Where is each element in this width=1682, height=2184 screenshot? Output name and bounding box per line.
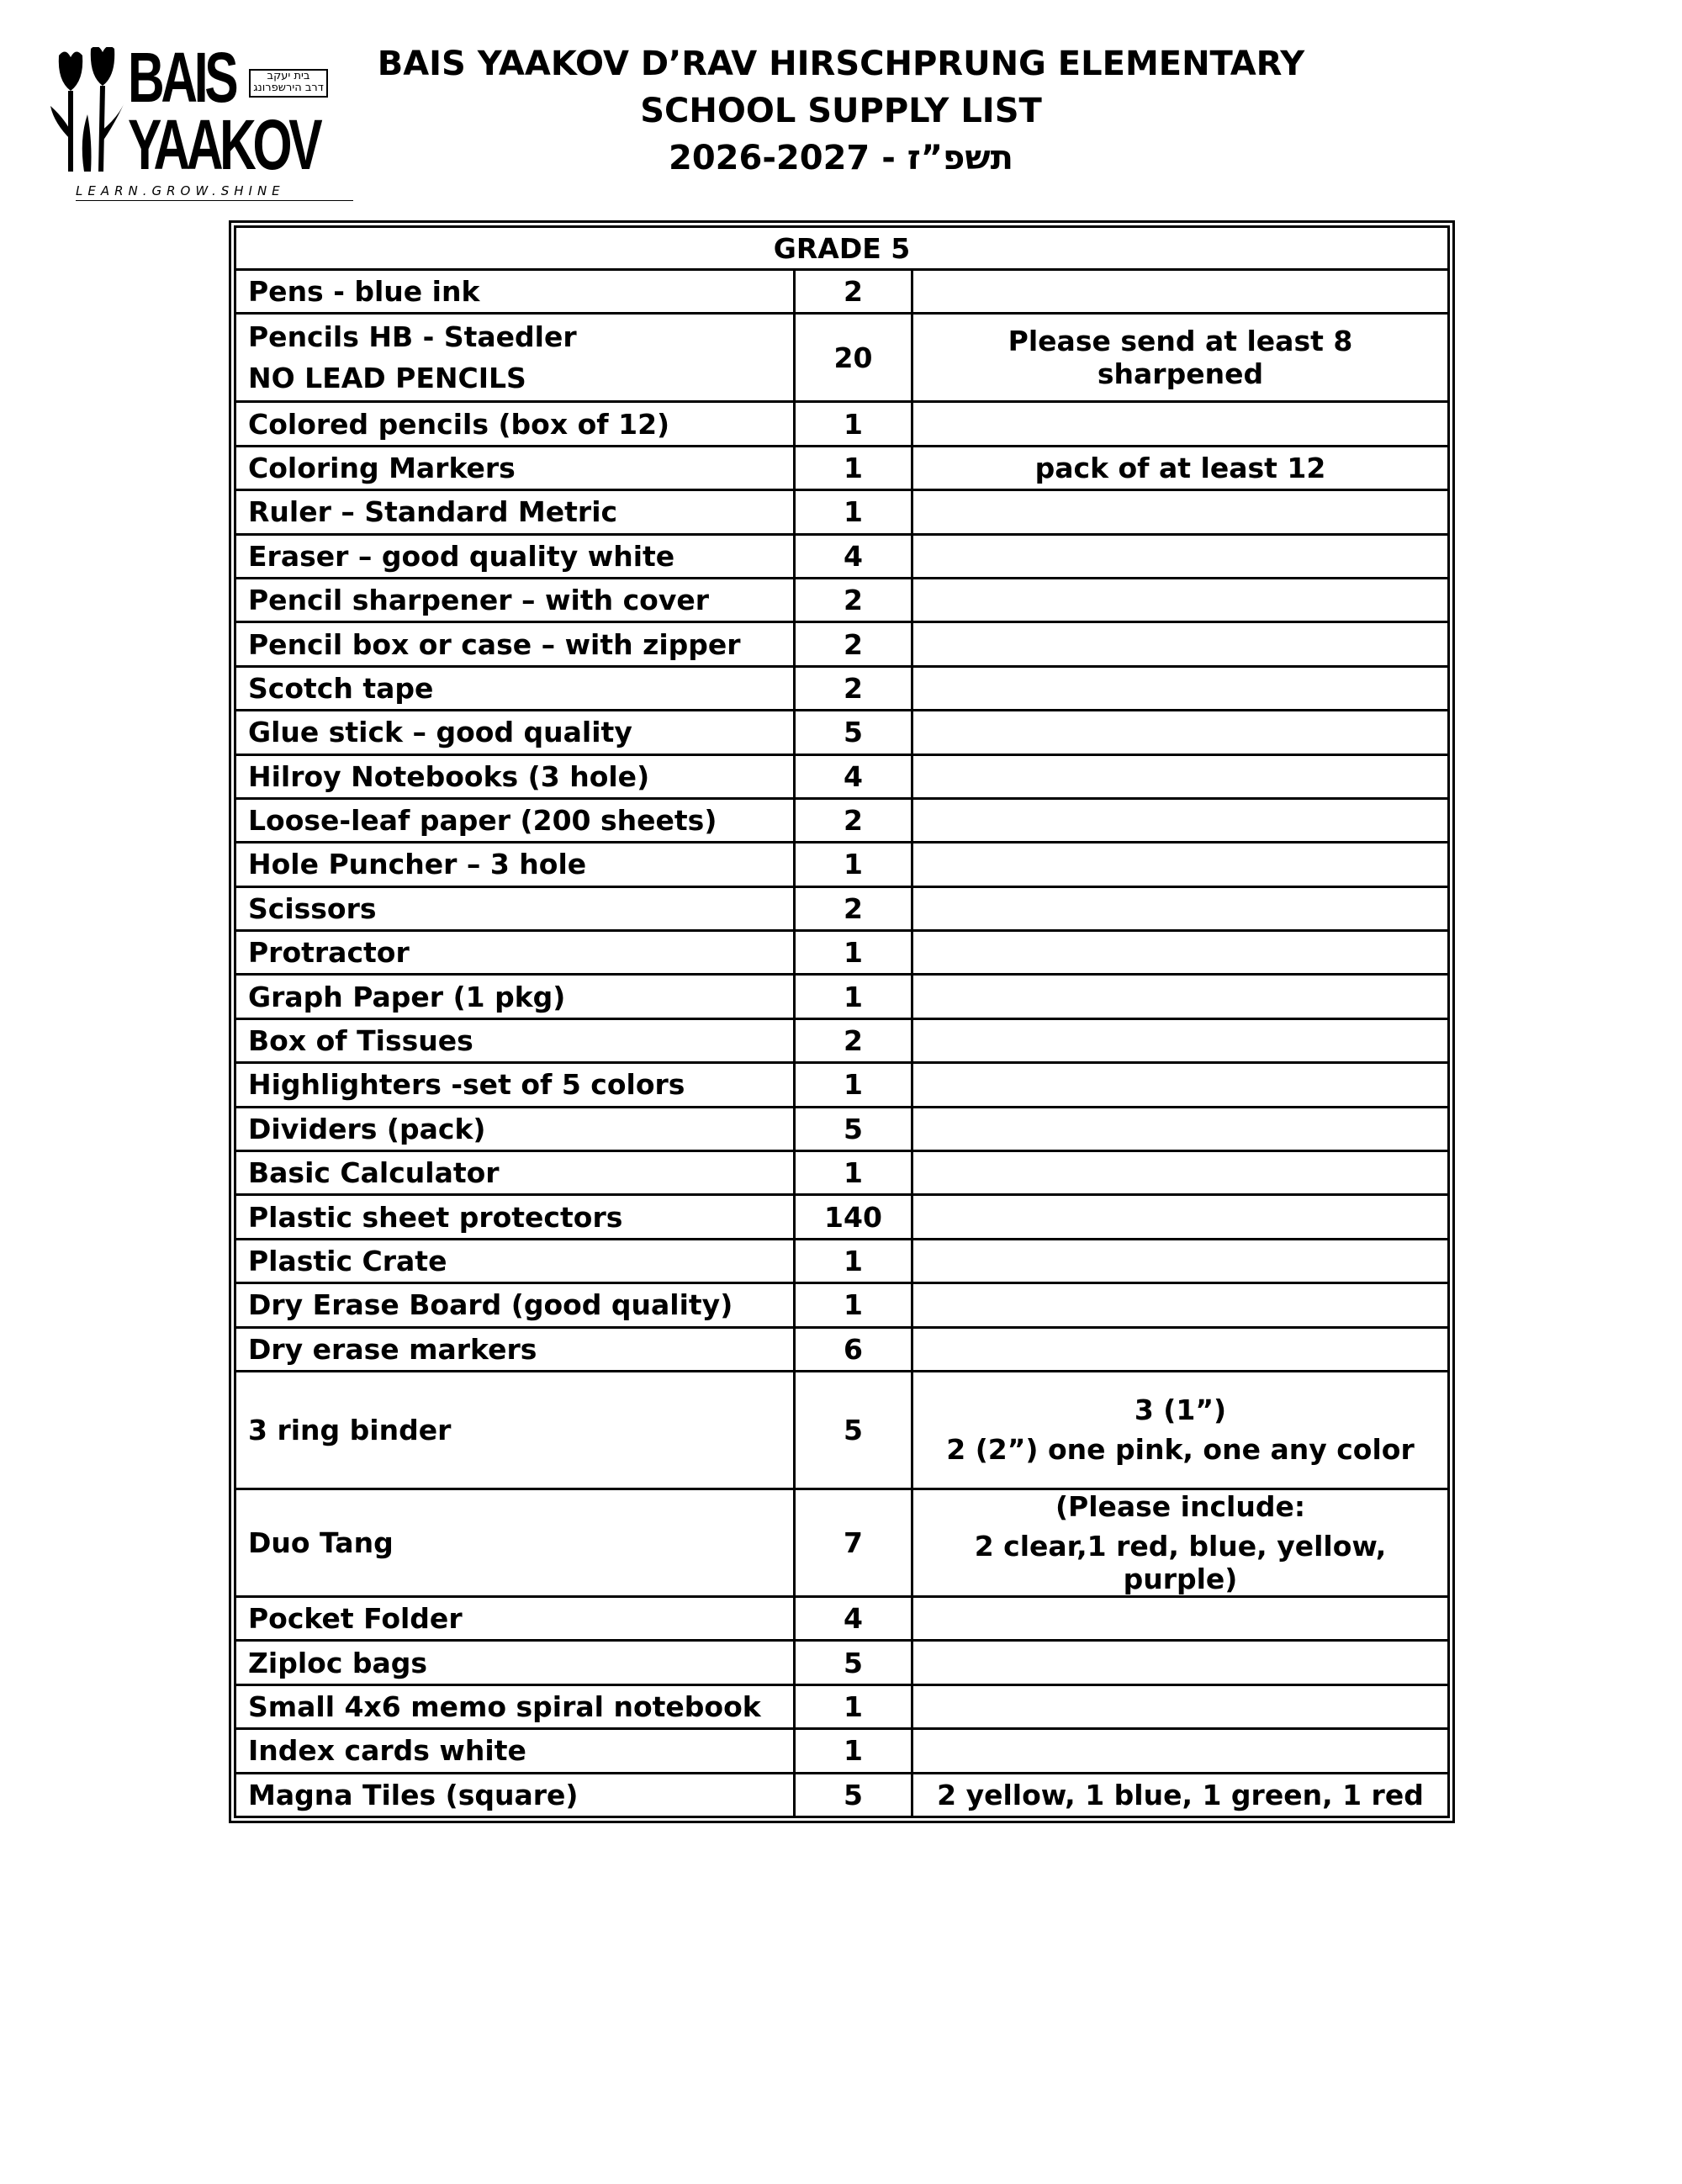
note-cell — [912, 1283, 1449, 1327]
quantity-cell: 1 — [795, 1151, 912, 1195]
note-cell — [912, 1327, 1449, 1371]
quantity-cell: 2 — [795, 666, 912, 710]
quantity-cell: 20 — [795, 314, 912, 402]
item-name: Protractor — [248, 936, 410, 970]
note-cell — [912, 1371, 1449, 1489]
quantity-cell: 4 — [795, 534, 912, 578]
note-cell — [912, 975, 1449, 1018]
note-cell — [912, 578, 1449, 621]
table-row — [235, 446, 1449, 489]
item-cell — [235, 1239, 795, 1282]
school-year: תשפ”ז - 2026-2027 — [669, 139, 1013, 177]
note-text-line2: 2 (2”) one pink, one any color — [946, 1433, 1415, 1467]
table-row — [235, 975, 1449, 1018]
item-cell — [235, 843, 795, 886]
item-name: Small 4x6 memo spiral notebook — [248, 1690, 761, 1723]
quantity-cell: 2 — [795, 622, 912, 666]
note-text: Please send at least 8 sharpened — [1008, 325, 1353, 391]
table-row — [235, 754, 1449, 798]
quantity-cell: 1 — [795, 1063, 912, 1107]
item-name: Pocket Folder — [248, 1602, 463, 1636]
note-text: 2 yellow, 1 blue, 1 green, 1 red — [937, 1778, 1424, 1811]
quantity-cell: 2 — [795, 886, 912, 930]
item-name: Box of Tissues — [248, 1024, 473, 1058]
note-cell — [912, 534, 1449, 578]
logo-word-yaakov: YAAKOV — [128, 105, 320, 184]
table-row — [235, 270, 1449, 314]
quantity-cell: 2 — [795, 1018, 912, 1062]
table-row — [235, 402, 1449, 446]
list-title: SCHOOL SUPPLY LIST — [640, 92, 1042, 130]
quantity-cell: 5 — [795, 1773, 912, 1816]
item-cell — [235, 1684, 795, 1728]
table-row — [235, 1729, 1449, 1773]
item-cell — [235, 711, 795, 754]
logo-hebrew-line1: בית יעקב — [267, 70, 310, 82]
quantity-cell: 1 — [795, 490, 912, 534]
item-cell — [235, 1107, 795, 1150]
quantity-cell: 5 — [795, 711, 912, 754]
note-cell — [912, 1151, 1449, 1195]
item-cell — [235, 1063, 795, 1107]
item-name: Ruler – Standard Metric — [248, 495, 618, 529]
quantity-cell: 140 — [795, 1195, 912, 1239]
note-text-line2: 2 clear,1 red, blue, yellow, purple) — [974, 1529, 1387, 1595]
quantity-cell: 2 — [795, 270, 912, 314]
item-name: Hilroy Notebooks (3 hole) — [248, 759, 650, 793]
supply-table — [229, 220, 1455, 1823]
item-cell — [235, 446, 795, 489]
item-name: Hole Puncher – 3 hole — [248, 848, 587, 881]
item-name: Pencils HB - Staedler — [248, 320, 577, 354]
item-cell — [235, 270, 795, 314]
quantity-cell: 1 — [795, 402, 912, 446]
item-name: Pens - blue ink — [248, 275, 480, 309]
item-cell — [235, 1641, 795, 1684]
quantity-cell: 5 — [795, 1107, 912, 1150]
item-name: Duo Tang — [248, 1526, 394, 1559]
table-row — [235, 1371, 1449, 1489]
quantity-cell: 1 — [795, 975, 912, 1018]
item-name: Magna Tiles (square) — [248, 1778, 579, 1811]
quantity-cell: 1 — [795, 1684, 912, 1728]
quantity-cell: 5 — [795, 1641, 912, 1684]
note-cell — [912, 1596, 1449, 1640]
note-cell — [912, 843, 1449, 886]
note-cell — [912, 1641, 1449, 1684]
item-cell — [235, 1773, 795, 1816]
item-name: Dividers (pack) — [248, 1112, 486, 1145]
item-cell — [235, 1283, 795, 1327]
table-row — [235, 1773, 1449, 1816]
item-cell — [235, 1018, 795, 1062]
table-row — [235, 1107, 1449, 1150]
quantity-cell: 1 — [795, 1239, 912, 1282]
item-name: Highlighters -set of 5 colors — [248, 1068, 685, 1102]
item-name: Loose-leaf paper (200 sheets) — [248, 804, 717, 838]
table-row — [235, 931, 1449, 975]
item-cell — [235, 490, 795, 534]
item-name: Coloring Markers — [248, 451, 516, 484]
item-cell — [235, 1327, 795, 1371]
item-name: Basic Calculator — [248, 1156, 500, 1190]
item-cell — [235, 1489, 795, 1596]
note-cell — [912, 1107, 1449, 1150]
item-cell — [235, 1195, 795, 1239]
item-cell — [235, 1596, 795, 1640]
logo-hebrew-line2: דרב הירשפרונג — [253, 82, 324, 94]
logo-tagline: LEARN.GROW.SHINE — [76, 183, 285, 198]
table-row — [235, 1596, 1449, 1640]
school-name: BAIS YAAKOV D’RAV HIRSCHPRUNG ELEMENTARY — [377, 45, 1305, 83]
item-name: Plastic sheet protectors — [248, 1200, 623, 1234]
item-name: Scissors — [248, 891, 377, 925]
note-cell — [912, 711, 1449, 754]
quantity-cell: 1 — [795, 1729, 912, 1773]
quantity-cell: 4 — [795, 754, 912, 798]
quantity-cell: 1 — [795, 446, 912, 489]
note-text: 3 (1”) — [1134, 1393, 1227, 1427]
quantity-cell: 1 — [795, 843, 912, 886]
note-text: (Please include: — [1055, 1489, 1306, 1523]
note-cell — [912, 490, 1449, 534]
note-cell — [912, 446, 1449, 489]
item-name: Glue stick – good quality — [248, 716, 632, 749]
item-name: Scotch tape — [248, 671, 434, 705]
item-name: Index cards white — [248, 1734, 526, 1768]
item-name: Pencil box or case – with zipper — [248, 627, 741, 661]
item-name: Plastic Crate — [248, 1245, 447, 1277]
table-row — [235, 886, 1449, 930]
table-row — [235, 490, 1449, 534]
page-header — [0, 40, 1682, 182]
note-cell — [912, 754, 1449, 798]
item-name: Dry erase markers — [248, 1332, 537, 1366]
table-row — [235, 1195, 1449, 1239]
note-cell — [912, 1684, 1449, 1728]
table-row — [235, 798, 1449, 842]
quantity-cell: 5 — [795, 1371, 912, 1489]
quantity-cell: 7 — [795, 1489, 912, 1596]
item-cell — [235, 975, 795, 1018]
note-cell — [912, 1239, 1449, 1282]
item-cell — [235, 1151, 795, 1195]
item-cell — [235, 1371, 795, 1489]
note-text: pack of at least 12 — [1034, 451, 1326, 484]
quantity-cell: 6 — [795, 1327, 912, 1371]
table-row — [235, 622, 1449, 666]
item-cell — [235, 666, 795, 710]
note-cell — [912, 622, 1449, 666]
note-cell — [912, 886, 1449, 930]
table-row — [235, 1063, 1449, 1107]
note-cell — [912, 270, 1449, 314]
item-cell — [235, 314, 795, 402]
quantity-cell: 2 — [795, 578, 912, 621]
note-cell — [912, 1729, 1449, 1773]
note-cell — [912, 1195, 1449, 1239]
item-name: Colored pencils (box of 12) — [248, 407, 670, 441]
item-name: Graph Paper (1 pkg) — [248, 980, 566, 1013]
note-cell — [912, 931, 1449, 975]
note-cell — [912, 1018, 1449, 1062]
note-cell — [912, 402, 1449, 446]
quantity-cell: 4 — [795, 1596, 912, 1640]
quantity-cell: 2 — [795, 798, 912, 842]
table-row — [235, 1018, 1449, 1062]
table-row — [235, 1641, 1449, 1684]
quantity-cell: 1 — [795, 1283, 912, 1327]
grade-heading: GRADE 5 — [235, 227, 1449, 270]
item-cell — [235, 798, 795, 842]
table-row — [235, 534, 1449, 578]
table-row — [235, 843, 1449, 886]
item-name: Eraser – good quality white — [248, 539, 675, 573]
table-row — [235, 711, 1449, 754]
item-cell — [235, 931, 795, 975]
note-cell — [912, 314, 1449, 402]
item-name-line2: NO LEAD PENCILS — [248, 362, 526, 395]
item-name: Dry Erase Board (good quality) — [248, 1288, 733, 1322]
table-row — [235, 1239, 1449, 1282]
table-row — [235, 1151, 1449, 1195]
table-row — [235, 1684, 1449, 1728]
item-cell — [235, 622, 795, 666]
table-row — [235, 1283, 1449, 1327]
item-cell — [235, 534, 795, 578]
note-cell — [912, 666, 1449, 710]
table-row — [235, 1489, 1449, 1596]
quantity-cell: 1 — [795, 931, 912, 975]
note-cell — [912, 1773, 1449, 1816]
item-cell — [235, 754, 795, 798]
note-cell — [912, 798, 1449, 842]
item-cell — [235, 886, 795, 930]
logo-tagline-rule — [76, 200, 353, 201]
note-cell — [912, 1063, 1449, 1107]
item-cell — [235, 578, 795, 621]
item-cell — [235, 402, 795, 446]
table-row — [235, 666, 1449, 710]
logo-word-bais: BAIS — [128, 38, 235, 117]
note-cell — [912, 1489, 1449, 1596]
item-name: Pencil sharpener – with cover — [248, 584, 709, 617]
table-row — [235, 578, 1449, 621]
item-name: 3 ring binder — [248, 1413, 452, 1446]
table-row — [235, 1327, 1449, 1371]
item-cell — [235, 1729, 795, 1773]
table-row — [235, 314, 1449, 402]
item-name: Ziploc bags — [248, 1646, 428, 1679]
